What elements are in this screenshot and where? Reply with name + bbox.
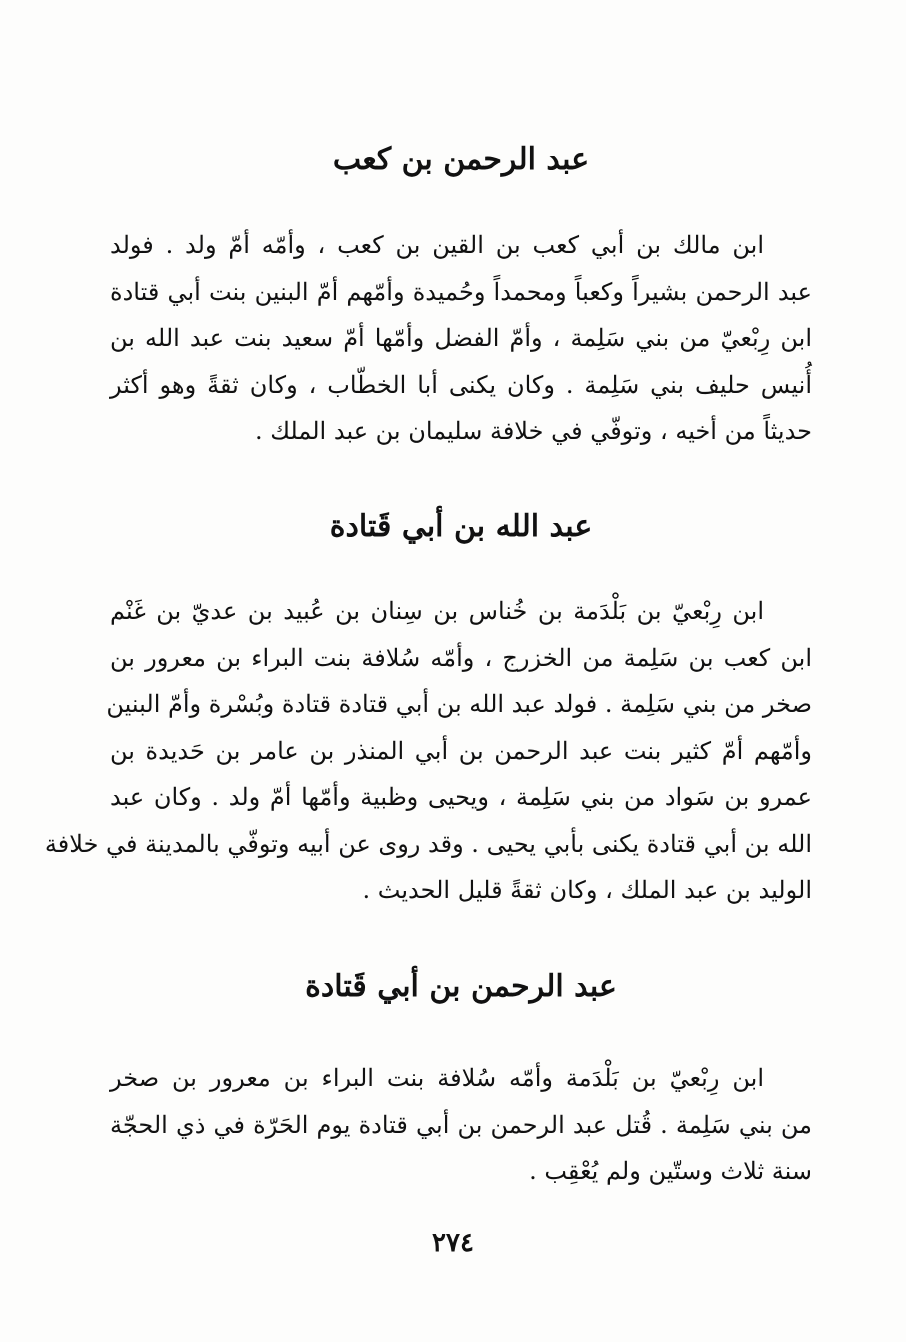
- text-line: من بني سَلِمة . قُتل عبد الرحمن بن أبي قتادة يوم الحَرّة في ذي الحجّة: [110, 1110, 812, 1139]
- text-line: الوليد بن عبد الملك ، وكان ثقةً قليل الحديث .: [362, 876, 812, 904]
- text-line: صخر من بني سَلِمة . فولد عبد الله بن أبي قتادة قتادة وبُسْرة وأمّ البنين: [106, 690, 812, 718]
- section-3-heading-block: [110, 967, 812, 1007]
- section-2-body: [44, 588, 813, 914]
- text-line: أُنيس حليف بني سَلِمة . وكان يكنى أبا الخطّاب ، وكان ثقةً وهو أكثر: [110, 370, 812, 399]
- text-line: عمرو بن سَواد من بني سَلِمة ، ويحيى وظبية وأمّها أمّ ولد . وكان عبد: [110, 783, 812, 811]
- paragraph: [110, 1055, 812, 1195]
- text-line: عبد الرحمن بشيراً وكعباً ومحمداً وحُميدة وأمّهم أمّ البنين بنت أبي قتادة: [110, 277, 812, 306]
- section-heading: عبد الرحمن بن كعب: [332, 142, 590, 177]
- section-2-heading-block: [110, 507, 812, 547]
- text-line: الله بن أبي قتادة يكنى بأبي يحيى . وقد روى عن أبيه وتوفّي بالمدينة في خلافة: [44, 829, 812, 858]
- text-line: ابن رِبْعيّ من بني سَلِمة ، وأمّ الفضل وأمّها أمّ سعيد بنت عبد الله بن: [110, 324, 812, 352]
- text-line: ابن رِبْعيّ بن بَلْدَمة بن خُناس بن سِنان بن عُبيد بن عديّ بن غَنْم: [110, 597, 764, 625]
- section-heading: عبد الرحمن بن أبي قَتادة: [305, 969, 617, 1004]
- text-line: ابن مالك بن أبي كعب بن القين بن كعب ، وأمّه أمّ ولد . فولد: [110, 231, 764, 259]
- paragraph: [110, 222, 812, 455]
- section-heading: عبد الله بن أبي قَتادة: [329, 509, 593, 544]
- page-number: ٢٧٤: [432, 1228, 474, 1258]
- section-1-body: [110, 222, 812, 455]
- section-1-heading-block: [110, 140, 812, 180]
- text-line: سنة ثلاث وستّين ولم يُعْقِب .: [529, 1157, 812, 1185]
- text-line: ابن كعب بن سَلِمة من الخزرج ، وأمّه سُلافة بنت البراء بن معرور بن: [110, 643, 813, 672]
- text-line: وأمّهم أمّ كثير بنت عبد الرحمن بن أبي المنذر بن عامر بن حَديدة بن: [110, 736, 812, 765]
- text-line: حديثاً من أخيه ، وتوفّي في خلافة سليمان بن عبد الملك .: [254, 417, 812, 445]
- text-line: ابن رِبْعيّ بن بَلْدَمة وأمّه سُلافة بنت البراء بن معرور بن صخر: [110, 1064, 764, 1092]
- paragraph: [44, 588, 813, 914]
- section-3-body: [110, 1055, 812, 1195]
